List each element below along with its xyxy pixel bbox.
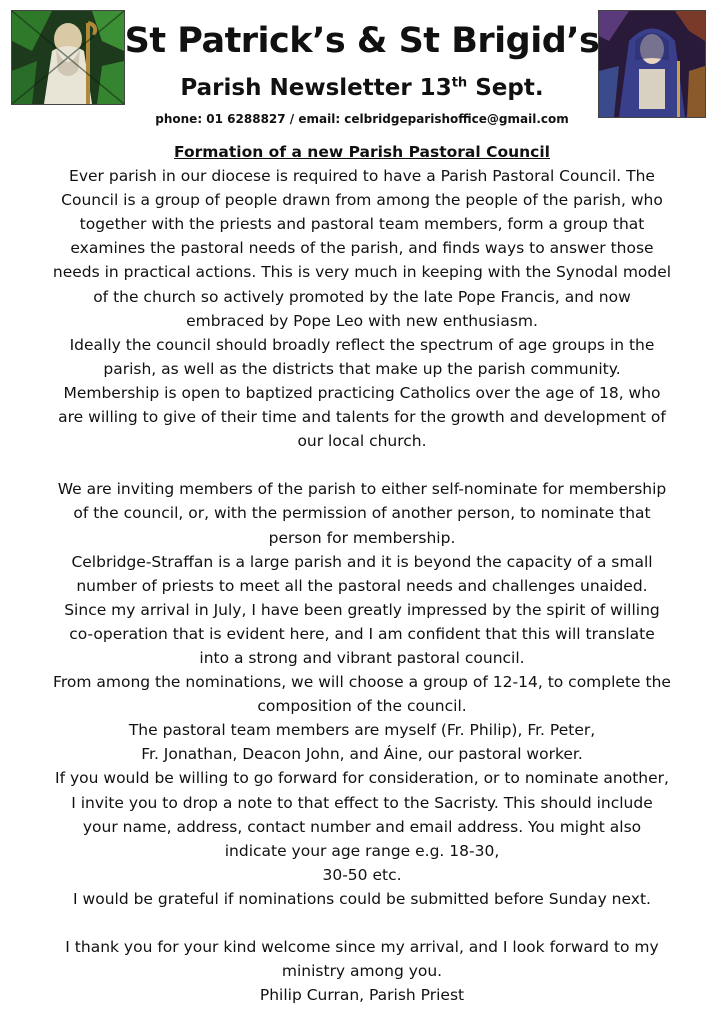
article-line: are willing to give of their time and talents for the growth and development of — [58, 408, 666, 427]
article-line: into a strong and vibrant pastoral council. — [199, 648, 525, 667]
article-body — [36, 164, 688, 1007]
subtitle-superscript: th — [451, 75, 468, 91]
article-line: 30-50 etc. — [322, 865, 402, 884]
article-line: examines the pastoral needs of the parish, and finds ways to answer those — [70, 239, 654, 258]
article-line: Celbridge-Straffan is a large parish and it is beyond the capacity of a small — [71, 552, 653, 571]
article-line: Council is a group of people drawn from among the people of the parish, who — [61, 191, 663, 210]
article-line: I invite you to drop a note to that effect to the Sacristy. This should include — [71, 793, 653, 812]
article-line: person for membership. — [268, 528, 456, 547]
article-line: Fr. Jonathan, Deacon John, and Áine, our pastoral worker. — [141, 745, 583, 764]
article-line: From among the nominations, we will choose a group of 12-14, to complete the — [53, 673, 671, 692]
article-line: The pastoral team members are myself (Fr. Philip), Fr. Peter, — [128, 721, 596, 740]
blank-line — [36, 453, 688, 477]
newsletter-subtitle — [0, 71, 724, 105]
article-line: I thank you for your kind welcome since my arrival, and I look forward to my — [65, 938, 659, 957]
subtitle-suffix: Sept. — [467, 75, 544, 101]
contact-info: phone: 01 6288827 / email: celbridgeparishoffice@gmail.com — [155, 112, 569, 126]
article-line: your name, address, contact number and email address. You might also — [82, 817, 642, 836]
article-line: composition of the council. — [257, 697, 467, 716]
blank-line — [36, 911, 688, 935]
article-line: needs in practical actions. This is very much in keeping with the Synodal model — [52, 263, 672, 282]
article-line: Since my arrival in July, I have been greatly impressed by the spirit of willing — [64, 600, 660, 619]
subtitle-prefix: Parish Newsletter 13 — [180, 75, 452, 101]
article-line: of the church so actively promoted by the late Pope Francis, and now — [93, 287, 631, 306]
article-line: our local church. — [297, 432, 427, 451]
article-line: co-operation that is evident here, and I am confident that this will translate — [69, 624, 655, 643]
article-line: of the council, or, with the permission of another person, to nominate that — [73, 504, 651, 523]
article-line: I would be grateful if nominations could be submitted before Sunday next. — [73, 889, 651, 908]
article-line: embraced by Pope Leo with new enthusiasm. — [186, 311, 538, 330]
article-line: We are inviting members of the parish to either self-nominate for membership — [57, 480, 667, 499]
article-line: Membership is open to baptized practicing Catholics over the age of 18, who — [63, 383, 661, 402]
article — [36, 140, 688, 1007]
article-line: If you would be willing to go forward for consideration, or to nominate another, — [55, 769, 669, 788]
article-line: indicate your age range e.g. 18-30, — [224, 841, 500, 860]
article-line: together with the priests and pastoral team members, form a group that — [79, 215, 645, 234]
article-line: number of priests to meet all the pastoral needs and challenges unaided. — [76, 576, 648, 595]
newsletter-title: St Patrick’s & St Brigid’s — [124, 21, 600, 61]
article-line: ministry among you. — [281, 962, 443, 981]
article-heading: Formation of a new Parish Pastoral Council — [174, 143, 550, 161]
article-line: Philip Curran, Parish Priest — [259, 986, 465, 1005]
article-line: parish, as well as the districts that make up the parish community. — [103, 359, 621, 378]
article-line: Ideally the council should broadly reflect the spectrum of age groups in the — [69, 335, 655, 354]
article-line: Ever parish in our diocese is required to have a Parish Pastoral Council. The — [69, 167, 655, 186]
